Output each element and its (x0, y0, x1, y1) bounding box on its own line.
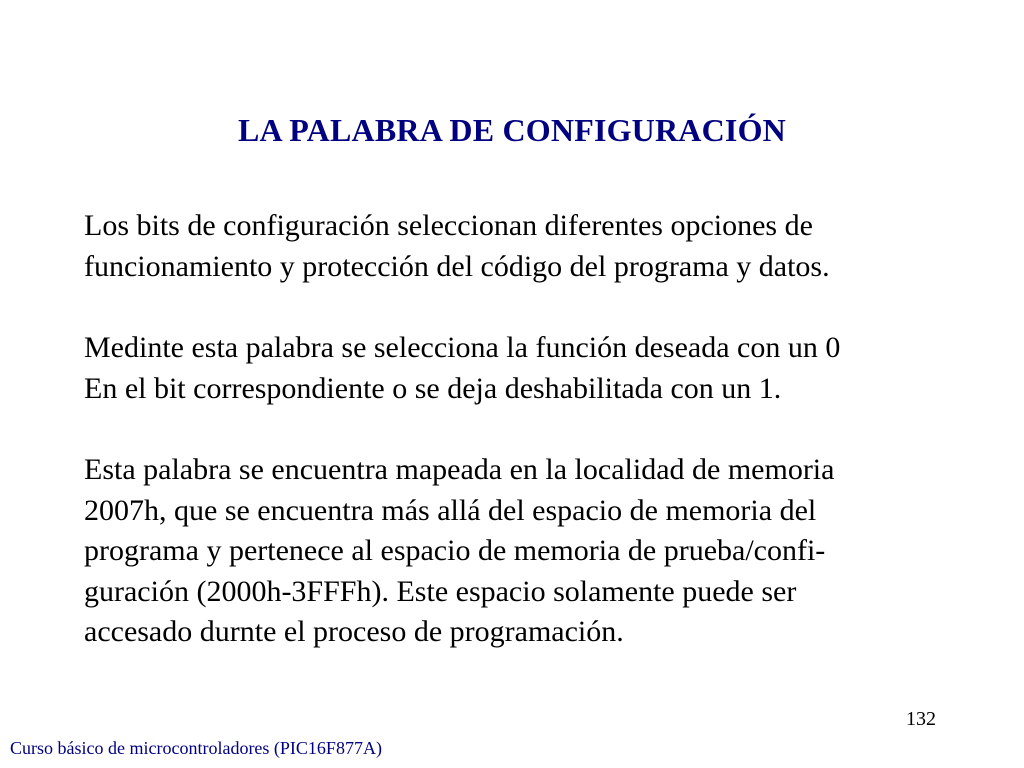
paragraph-line: funcionamiento y protección del código del programa y datos. (84, 249, 830, 283)
paragraph-line: Los bits de configuración seleccionan diferentes opciones de (84, 209, 813, 242)
paragraph-line: 2007h, que se encuentra más allá del espacio de memoria del (84, 493, 817, 527)
footer-course-title: Curso básico de microcontroladores (PIC16F877A) (10, 738, 382, 758)
page-number: 132 (906, 708, 936, 730)
paragraph-line: programa y pertenece al espacio de memoria de prueba/confi- (84, 534, 826, 567)
paragraph-line: guración (2000h-3FFFh). Este espacio solamente puede ser (84, 574, 797, 608)
paragraph-line: En el bit correspondiente o se deja deshabilitada con un 1. (84, 371, 782, 405)
paragraph-1 (84, 206, 984, 287)
paragraph-line: Esta palabra se encuentra mapeada en la localidad de memoria (84, 453, 835, 486)
slide-title: LA PALABRA DE CONFIGURACIÓN (238, 112, 786, 148)
paragraph-line: accesado durnte el proceso de programación. (84, 615, 624, 648)
paragraph-line: Medinte esta palabra se selecciona la función deseada con un 0 (84, 331, 841, 364)
paragraph-3 (84, 450, 984, 653)
paragraph-2 (84, 328, 984, 409)
